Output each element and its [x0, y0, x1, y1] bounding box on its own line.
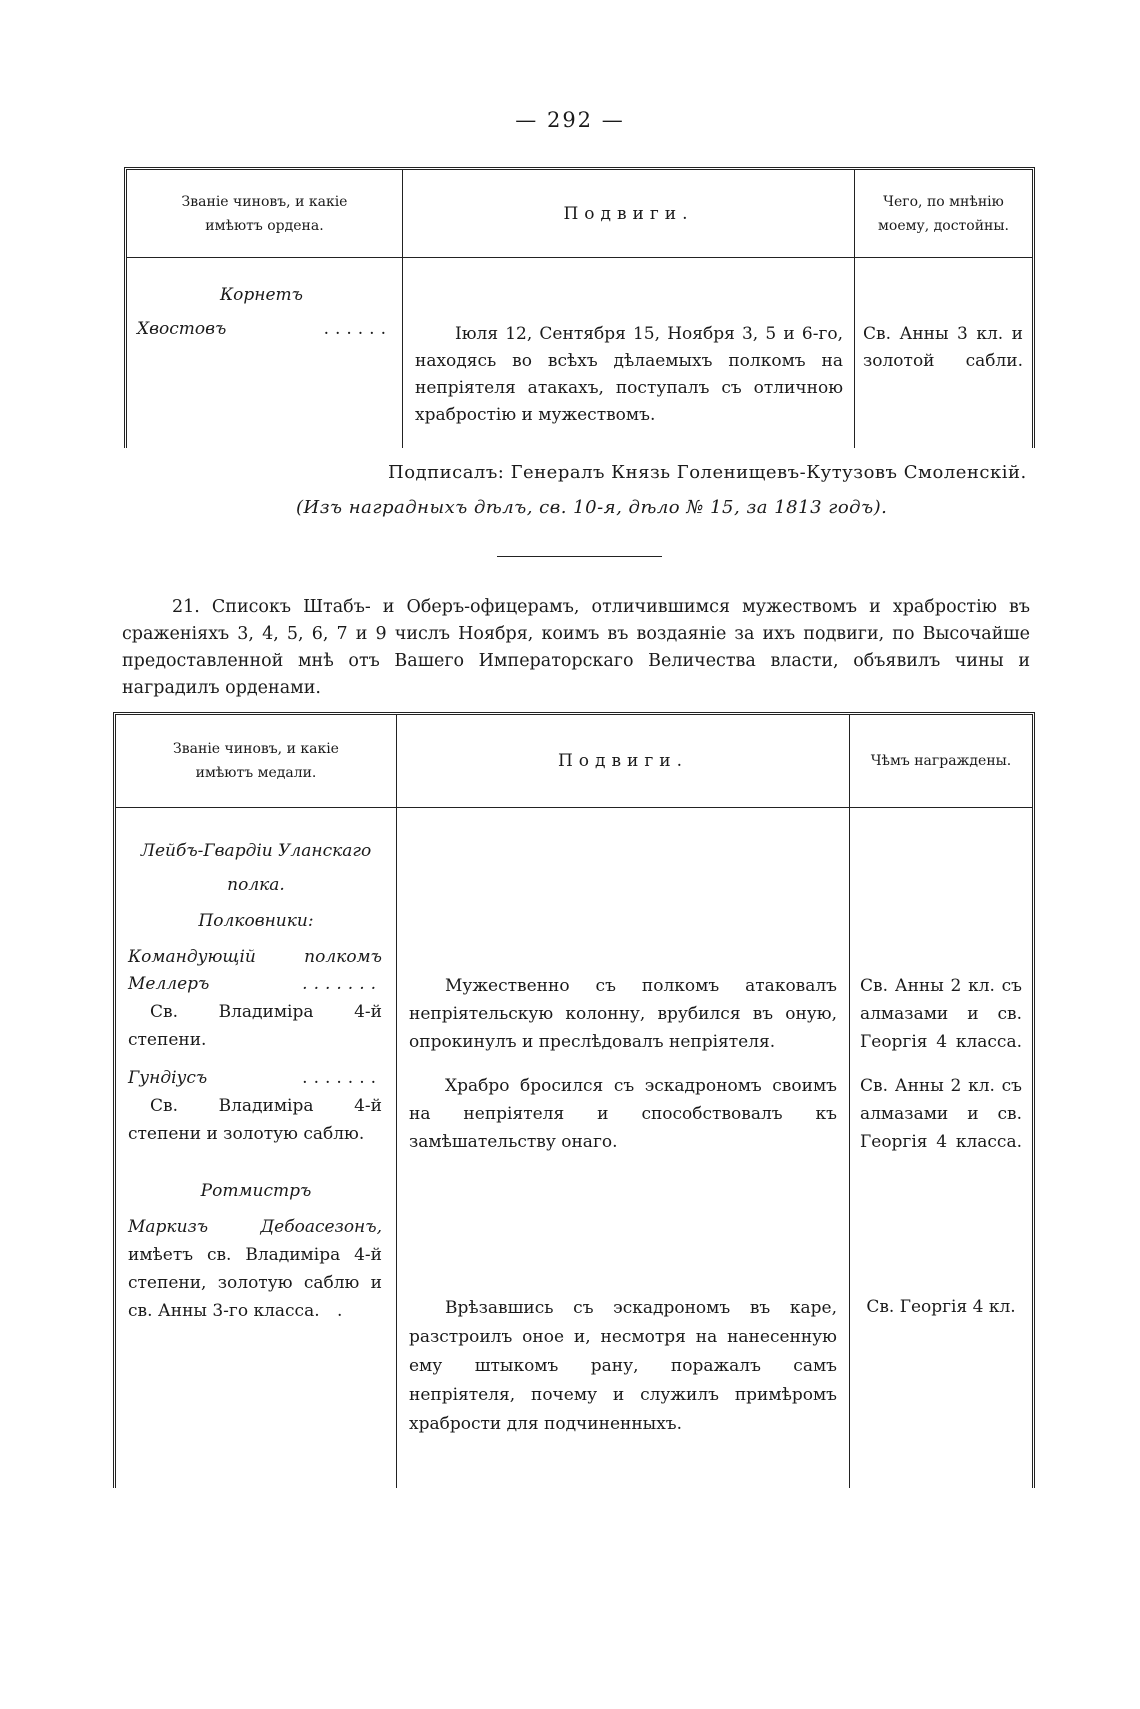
rank-column — [116, 808, 396, 1488]
table-header-row — [127, 170, 1032, 258]
list-item — [128, 1213, 382, 1325]
deed-text: Храбро бросился съ эскадрономъ своимъ на непріятеля и способствовалъ къ замѣшательству онаго. — [409, 1076, 837, 1152]
rank-title: Корнетъ — [220, 285, 303, 305]
officer-line — [137, 316, 392, 343]
table-body — [116, 808, 1032, 1488]
officer-name: Маркизъ Дебоасезонъ, — [128, 1217, 382, 1237]
officer-name: Командующій полкомъ Меллеръ ....... — [128, 944, 382, 998]
deed-text: Врѣзавшись съ эскадрономъ въ каре, разстроилъ оное и, несмотря на нанесенную ему штыкомъ рану, поражалъ самъ непріятеля, почему и служилъ примѣромъ храбрости для подчиненныхъ. — [409, 1298, 837, 1434]
rank-info: Св. Владиміра 4-й степени. — [128, 1002, 382, 1050]
source-reference: (Изъ наградныхъ дѣлъ, св. 10-я, дѣло № 15, за 1813 годъ). — [296, 497, 888, 518]
officer-name: Гундіусъ ....... — [128, 1065, 382, 1092]
rank-cell — [127, 258, 402, 448]
award-text: Св. Анны 2 кл. съ алмазами и св. Георгія 4 класса. — [860, 976, 1022, 1052]
table-header-row — [116, 715, 1032, 808]
deeds-cell — [402, 258, 854, 448]
header-rank: Званіе чиновъ, и какіе имѣютъ медали. — [173, 741, 339, 781]
table-row — [127, 258, 1032, 448]
awards-column — [849, 808, 1032, 1488]
leader-dots: . — [337, 1301, 343, 1321]
awards-table-2 — [113, 712, 1035, 1488]
leader-dots: ....... — [302, 1068, 382, 1088]
deeds-column — [396, 808, 849, 1488]
captain-heading: Ротмистръ — [200, 1181, 312, 1201]
officer-name: Хвостовъ — [137, 319, 227, 339]
header-awarded: Чѣмъ награждены. — [849, 715, 1032, 807]
merit-text: Св. Анны 3 кл. и золотой сабли. — [863, 324, 1023, 371]
leader-dots: ....... — [302, 974, 382, 994]
rank-info: имѣетъ св. Владиміра 4-й степени, золотую саблю и св. Анны 3-го класса. — [128, 1245, 382, 1321]
list-item — [128, 1065, 382, 1148]
page-number: — 292 — — [515, 108, 625, 132]
header-deeds: Подвиги. — [402, 170, 854, 257]
signature-line: Подписалъ: Генералъ Князь Голенищевъ-Кутузовъ Смоленскій. — [388, 462, 1027, 483]
section-divider — [497, 556, 662, 557]
rank-info: Св. Владиміра 4-й степени и золотую саблю. — [128, 1096, 382, 1144]
leader-dots: ...... — [323, 319, 392, 339]
header-deeds: Подвиги. — [396, 715, 849, 807]
header-merit: Чего, по мнѣнію моему, достойны. — [854, 170, 1032, 257]
deed-text: Іюля 12, Сентября 15, Ноября 3, 5 и 6-го, находясь во всѣхъ дѣлаемыхъ полкомъ на непріятеля атакахъ, поступалъ съ отличною храбростію и мужествомъ. — [415, 324, 843, 425]
header-rank: Званіе чиновъ, и какіе имѣютъ ордена. — [181, 193, 348, 234]
deed-text: Мужественно съ полкомъ атаковалъ непріятельскую колонну, врубился въ оную, опрокинулъ и преслѣдовалъ непріятеля. — [409, 976, 837, 1052]
merit-cell — [854, 258, 1032, 448]
list-heading-paragraph: 21. Списокъ Штабъ- и Оберъ-офицерамъ, отличившимся мужествомъ и храбростію въ сраженіяхъ 3, 4, 5, 6, 7 и 9 числъ Ноября, коимъ въ воздаяніе за ихъ подвиги, по Высочайше предоставленной мнѣ отъ Вашего Императорскаго Величества власти, объявилъ чины и наградилъ орденами. — [122, 597, 1030, 698]
award-text: Св. Анны 2 кл. съ алмазами и св. Георгія 4 класса. — [860, 1076, 1022, 1152]
list-item — [128, 944, 382, 1054]
colonels-heading: Полковники: — [198, 911, 314, 931]
regiment-name: Лейбъ-Гвардіи Уланскаго полка. — [140, 841, 372, 895]
awards-table-1 — [124, 167, 1035, 448]
award-text: Св. Георгія 4 кл. — [866, 1297, 1016, 1317]
